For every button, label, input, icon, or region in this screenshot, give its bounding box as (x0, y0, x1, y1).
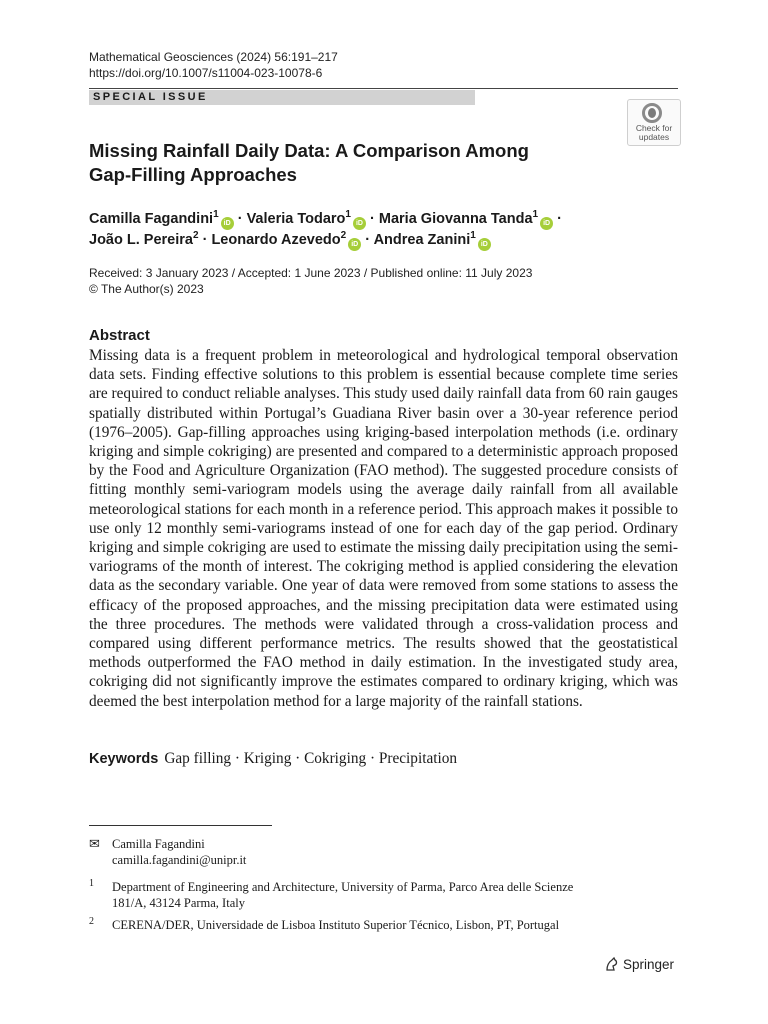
author-separator: · (370, 211, 375, 227)
envelope-icon: ✉ (89, 836, 100, 851)
section-band (89, 90, 475, 105)
author-separator: · (557, 211, 562, 227)
author-affiliation-mark: 1 (345, 209, 351, 221)
author-affiliation-mark: 2 (340, 230, 347, 242)
author-name: Camilla Fagandini (89, 211, 214, 227)
corresponding-name: Camilla Fagandini (112, 837, 205, 851)
author-affiliation-mark: 2 (192, 230, 199, 242)
author-affiliation-mark: 1 (532, 209, 539, 221)
author-affiliation-mark: 1 (213, 209, 219, 221)
dates-line: Received: 3 January 2023 / Accepted: 1 June 2023 / Published online: 11 July 2023 (89, 266, 533, 280)
keywords-list: Gap filling · Kriging · Cokriging · Precipitation (164, 750, 458, 767)
journal-citation: Mathematical Geosciences (2024) 56:191–217 (89, 50, 338, 64)
orcid-icon[interactable]: iD (348, 238, 361, 251)
check-for-updates-badge[interactable] (627, 99, 681, 146)
footnote-rule (89, 825, 272, 826)
affiliation-number: 2 (89, 916, 94, 927)
corresponding-email[interactable]: camilla.fagandini@unipr.it (112, 853, 247, 867)
orcid-icon[interactable]: iD (478, 238, 491, 251)
author-list (89, 209, 669, 251)
author-affiliation-mark: 1 (470, 230, 476, 242)
springer-horse-icon (604, 956, 620, 972)
check-updates-text: Check for updates (635, 123, 673, 142)
author-separator: · (202, 232, 208, 248)
author-name: Andrea Zanini (373, 232, 471, 248)
author-name: Leonardo Azevedo (211, 232, 341, 248)
doi-link[interactable]: https://doi.org/10.1007/s11004-023-10078-6 (89, 66, 323, 80)
author-line-2 (89, 230, 669, 251)
author-line-1 (89, 209, 669, 230)
paper-title (89, 139, 609, 187)
author-name: João L. Pereira (89, 232, 193, 248)
author-name: Valeria Todaro (246, 211, 346, 227)
affiliation-line: CERENA/DER, Universidade de Lisboa Instituto Superior Técnico, Lisbon, PT, Portugal (112, 918, 560, 932)
keywords-heading: Keywords (89, 751, 159, 767)
copyright-line: © The Author(s) 2023 (89, 282, 204, 296)
orcid-icon[interactable]: iD (221, 217, 234, 230)
header-rule (89, 88, 678, 89)
affiliation-number: 1 (89, 878, 94, 889)
abstract-text: Missing data is a frequent problem in meteorological and hydrological temporal observation data sets. Finding effective solutions to this problem is essential because complete time series are required to conduct reliable analyses. This study used daily rainfall data from 60 rain gauges spatially distributed within Portugal’s Guadiana River basin over a 30-year reference period (1976–2005). Gap-filling approaches using kriging-based interpolation methods (i.e. ordinary kriging and simple cokriging) are presented and compared to a deterministic approach proposed by the Food and Agriculture Organization (FAO method). The suggested procedure consists of fitting monthly semi-variogram models using the average daily rainfall from all available meteorological stations for each month in a reference period. This approach makes it possible to use only 12 monthly semi-variograms instead of one for each day of the gap period. Ordinary kriging and simple cokriging are used to estimate the missing daily precipitation using the semi-variograms of the month of interest. The cokriging method is applied considering the elevation data as the secondary variable. One year of data were removed from some stations to assess the efficacy of the proposed approaches, and the missing precipitation data were estimated using the three procedures. The methods were validated through a cross-validation process and compared using different performance metrics. The results showed that the geostatistical methods outperformed the FAO method in daily estimation. In the investigated study area, cokriging did not significantly improve the estimates compared to ordinary kriging, which was deemed the best interpolation method for a large majority of the rainfall stations. (89, 347, 678, 710)
affiliation-line: 181/A, 43124 Parma, Italy (112, 896, 245, 910)
title-line-2: Gap-Filling Approaches (89, 164, 297, 185)
title-line-1: Missing Rainfall Daily Data: A Comparison Among (89, 140, 529, 161)
author-name: Maria Giovanna Tanda (378, 211, 533, 227)
publication-dates (89, 265, 532, 297)
journal-header (89, 49, 338, 81)
author-separator: · (365, 232, 371, 248)
publisher-name: Springer (623, 957, 675, 972)
author-separator: · (237, 211, 243, 227)
check-updates-icon (642, 103, 662, 123)
keywords-row (89, 749, 457, 769)
affiliation-line: Department of Engineering and Architecture, University of Parma, Parco Area delle Scienze (112, 880, 574, 894)
orcid-icon[interactable]: iD (353, 217, 366, 230)
publisher-logo (604, 956, 674, 974)
orcid-icon[interactable]: iD (540, 217, 553, 230)
abstract-heading: Abstract (89, 327, 150, 344)
section-label: SPECIAL ISSUE (93, 91, 208, 103)
